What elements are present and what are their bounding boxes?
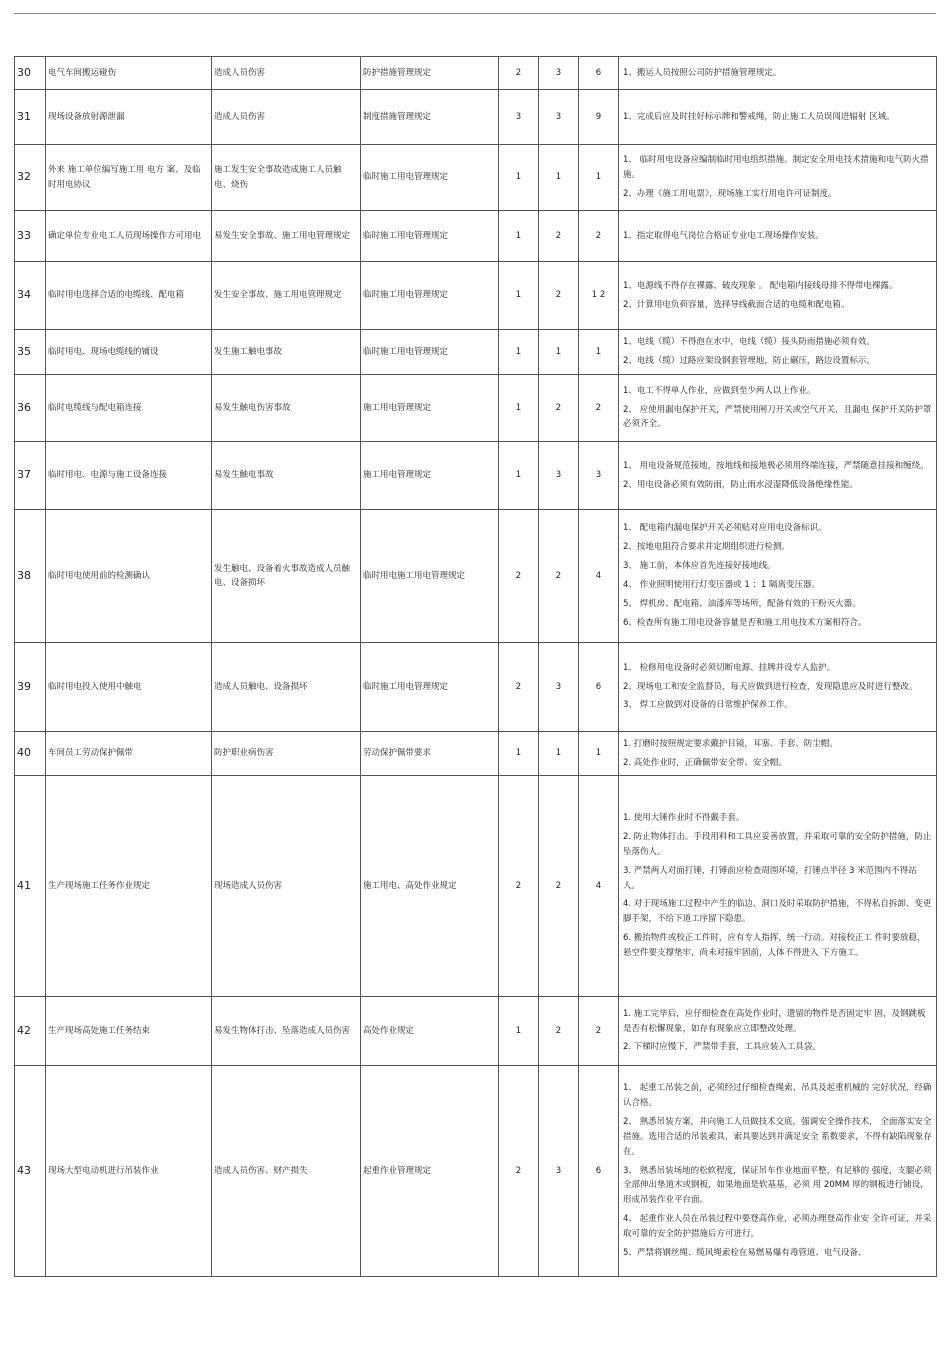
- measure-line: 4. 对于现场施工过程中产生的临边、洞口及时采取防护措施，不得私自拆卸、变更脚手架，不给下道工序留下隐患。: [623, 899, 932, 925]
- risk-score: 2: [579, 375, 619, 442]
- hazard-item: 电气车间搬运碰伤: [46, 57, 212, 90]
- measure-line: 2、电线（缆）过路应架设钢套管埋地，防止碾压，路边设置标示。: [623, 356, 875, 366]
- row-number: 31: [15, 90, 46, 145]
- measure-line: 6、检查所有施工用电设备容量是否和施工用电技术方案相符合。: [623, 617, 867, 628]
- control-measures: [619, 145, 937, 211]
- risk-score: 1: [579, 732, 619, 776]
- regulation: 临时用电施工用电管理规定: [361, 510, 499, 643]
- row-number: 40: [15, 732, 46, 776]
- table-row: [15, 643, 937, 732]
- risk-score: 4: [579, 510, 619, 643]
- hazard-item: 现场大型电动机进行吊装作业: [46, 1066, 212, 1277]
- table-row: [15, 57, 937, 90]
- exposure-score: 2: [539, 375, 579, 442]
- measure-line: 6. 搬抬物件或校正工件时，应有专人指挥，统一行动。对接校正工 件时要放稳，悬空件要支撑垫牢，尚未对接牢固前，人体不得进入 下方施工。: [623, 933, 926, 959]
- control-measures: [619, 643, 937, 732]
- consequence: 易发生触电事故: [212, 442, 361, 510]
- consequence: 现场造成人员伤害: [212, 776, 361, 997]
- consequence: 易发生安全事故、施工用电管理规定: [212, 211, 361, 262]
- consequence: 施工发生安全事故造成施工人员触电、烧伤: [212, 145, 361, 211]
- regulation: 施工用电、高处作业规定: [361, 776, 499, 997]
- exposure-score: 1: [539, 732, 579, 776]
- row-number: 39: [15, 643, 46, 732]
- row-number: 30: [15, 57, 46, 90]
- measure-line: 1、电线（缆）不得泡在水中，电线（缆）接头防雨措施必须有效。: [623, 337, 875, 348]
- table-row: [15, 211, 937, 262]
- risk-score: 2: [579, 211, 619, 262]
- row-number: 42: [15, 997, 46, 1066]
- control-measures: [619, 442, 937, 510]
- risk-score: 6: [579, 1066, 619, 1277]
- exposure-score: 1: [539, 145, 579, 211]
- hazard-item: 生产现场高处施工任务结束: [46, 997, 212, 1066]
- row-number: 32: [15, 145, 46, 211]
- measure-line: 1、指定取得电气岗位合格证专业电工现场操作安装。: [623, 230, 824, 241]
- measure-line: 1、 临时用电设备应编制临时用电组织措施。制定安全用电技术措施和电气防火措施。: [623, 155, 929, 181]
- regulation: 临时施工用电管理规定: [361, 643, 499, 732]
- row-number: 33: [15, 211, 46, 262]
- measure-line: 3. 严禁两人对面打锤，打锤前应检查周围环境，打锤点半径 3 米范围内不得站人。: [623, 865, 917, 891]
- measure-line: 4、 作业照明使用行灯变压器或 1 ：1 隔离变压器。: [623, 580, 821, 590]
- regulation: 防护措施管理规定: [361, 57, 499, 90]
- measure-line: 4、 起重作业人员在吊装过程中要登高作业，必须办理登高作业安 全许可证，并采取可靠的安全防护措施后方可进行。: [623, 1214, 932, 1240]
- consequence: 造成人员触电、设备损坏: [212, 643, 361, 732]
- hazard-item: 外来 施工单位编写施工用 电方 案、及临时用电协议: [46, 145, 212, 211]
- risk-score: 2: [579, 997, 619, 1066]
- likelihood-score: 1: [499, 330, 539, 375]
- measure-line: 1、 用电设备规范接地，按地线和接地极必须用终端连接，严禁随意挂接和缠绕。: [623, 460, 929, 471]
- row-number: 37: [15, 442, 46, 510]
- measure-line: 1、 起重工吊装之前，必须经过仔细检查绳索、吊具及起重机械的 完好状况，经确认合格。: [623, 1083, 932, 1109]
- measure-line: 2、计算用电负荷容量，选择导线截面合适的电缆和配电箱。: [623, 299, 850, 310]
- measure-line: 3、 焊工应做到对设备的日常维护保养工作。: [623, 700, 793, 711]
- control-measures: [619, 732, 937, 776]
- likelihood-score: 1: [499, 262, 539, 330]
- control-measures: [619, 776, 937, 997]
- exposure-score: 3: [539, 57, 579, 90]
- risk-score: 1: [579, 145, 619, 211]
- likelihood-score: 2: [499, 510, 539, 643]
- measure-line: 2、按地电阻符合要求并定期组织进行检测。: [623, 542, 790, 553]
- risk-score: 6: [579, 57, 619, 90]
- measure-line: 1. 使用大锤作业时不得戴手套。: [623, 813, 745, 824]
- risk-score: 1 2: [579, 262, 619, 330]
- regulation: 临时施工用电管理规定: [361, 330, 499, 375]
- hazard-item: 生产现场施工任务作业规定: [46, 776, 212, 997]
- hazard-item: 车间员工劳动保护佩带: [46, 732, 212, 776]
- consequence: 造成人员伤害、财产损失: [212, 1066, 361, 1277]
- hazard-item: 临时用电选择合适的电缆线、配电箱: [46, 262, 212, 330]
- likelihood-score: 1: [499, 732, 539, 776]
- consequence: 防护职业病伤害: [212, 732, 361, 776]
- measure-line: 1、 检修用电设备时必须切断电源、挂牌并设专人监护。: [623, 662, 836, 673]
- row-number: 41: [15, 776, 46, 997]
- table-row: [15, 510, 937, 643]
- hazard-item: 临时用电投入使用中触电: [46, 643, 212, 732]
- regulation: 临时施工用电管理规定: [361, 262, 499, 330]
- hazard-item: 临时用电、现场电缆线的铺设: [46, 330, 212, 375]
- measure-line: 2. 高处作业时，正确佩带安全带、安全帽。: [623, 757, 787, 768]
- control-measures: [619, 262, 937, 330]
- risk-score: 9: [579, 90, 619, 145]
- likelihood-score: 1: [499, 145, 539, 211]
- table-row: [15, 776, 937, 997]
- regulation: 起重作业管理规定: [361, 1066, 499, 1277]
- risk-score: 3: [579, 442, 619, 510]
- likelihood-score: 1: [499, 442, 539, 510]
- control-measures: [619, 57, 937, 90]
- consequence: 造成人员伤害: [212, 90, 361, 145]
- row-number: 43: [15, 1066, 46, 1277]
- exposure-score: 1: [539, 330, 579, 375]
- measure-line: 3、 施工前，本体应首先连接好接地线。: [623, 561, 776, 572]
- table-row: [15, 90, 937, 145]
- exposure-score: 3: [539, 442, 579, 510]
- regulation: 施工用电管理规定: [361, 442, 499, 510]
- measure-line: 1. 施工完毕后，应仔细检查在高处作业时，遗留的物件是否固定牢 固，及钢跳板是否有松懈现象，如存有现象应立即整改处理。: [623, 1008, 926, 1034]
- control-measures: [619, 330, 937, 375]
- regulation: 劳动保护佩带要求: [361, 732, 499, 776]
- table-row: [15, 1066, 937, 1277]
- measure-line: 2、 应使用漏电保护开关，严禁使用闸刀开关或空气开关，且漏电 保护开关防护罩必须齐全。: [623, 404, 932, 430]
- exposure-score: 2: [539, 262, 579, 330]
- likelihood-score: 2: [499, 776, 539, 997]
- likelihood-score: 2: [499, 1066, 539, 1277]
- regulation: 临时施工用电管理规定: [361, 145, 499, 211]
- likelihood-score: 1: [499, 375, 539, 442]
- measure-line: 3、 熟悉吊装场地的松软程度，保证吊车作业地面平整，有足够的 强度，支腿必须全部伸出垫道木或钢板，如果地面是软基基，必须 用 20MM 厚的钢板进行铺设，形成吊装作业平台面。: [623, 1165, 932, 1206]
- likelihood-score: 2: [499, 643, 539, 732]
- measure-line: 5、 焊机房、配电箱、油漆库等场所，配备有效的干粉灭火器。: [623, 598, 861, 609]
- exposure-score: 2: [539, 211, 579, 262]
- regulation: 高处作业规定: [361, 997, 499, 1066]
- exposure-score: 2: [539, 510, 579, 643]
- control-measures: [619, 90, 937, 145]
- likelihood-score: 1: [499, 997, 539, 1066]
- consequence: 造成人员伤害: [212, 57, 361, 90]
- measure-line: 1、完成后应及时挂好标示牌和警戒绳，防止施工人员误闯进辐射 区域。: [623, 111, 895, 122]
- risk-score: 4: [579, 776, 619, 997]
- measure-line: 1、电工不得单人作业，应做到至少两人以上作业。: [623, 385, 816, 396]
- control-measures: [619, 997, 937, 1066]
- exposure-score: 2: [539, 776, 579, 997]
- table-row: [15, 262, 937, 330]
- measure-line: 1、搬运人员按照公司防护措施管理规定。: [623, 67, 782, 78]
- consequence: 发生安全事故、施工用电管理规定: [212, 262, 361, 330]
- measure-line: 2. 防止物体打击。手段用料和工具应妥善放置，并采取可靠的安全防护措施，防止坠落伤人。: [623, 831, 932, 857]
- table-row: [15, 997, 937, 1066]
- consequence: 发生触电、设备着火事故造成人员触电、设备损坏: [212, 510, 361, 643]
- control-measures: [619, 211, 937, 262]
- likelihood-score: 1: [499, 211, 539, 262]
- table-row: [15, 732, 937, 776]
- table-row: [15, 330, 937, 375]
- top-rule: [14, 13, 936, 14]
- risk-score: 1: [579, 330, 619, 375]
- exposure-score: 3: [539, 90, 579, 145]
- exposure-score: 2: [539, 997, 579, 1066]
- measure-line: 2、 熟悉吊装方案，并向施工人员做技术交底，强调安全操作技术， 全面落实安全措施。选用合适的吊装索具，索具要达到并满足安全 系数要求，不得有缺陷现象存在。: [623, 1116, 932, 1157]
- risk-assessment-table: [14, 56, 937, 1277]
- hazard-item: 确定单位专业电工人员现场操作方可用电: [46, 211, 212, 262]
- table-body: [15, 57, 937, 1277]
- control-measures: [619, 375, 937, 442]
- likelihood-score: 2: [499, 57, 539, 90]
- risk-score: 6: [579, 643, 619, 732]
- exposure-score: 3: [539, 1066, 579, 1277]
- exposure-score: 3: [539, 643, 579, 732]
- hazard-item: 临时电缆线与配电箱连接: [46, 375, 212, 442]
- hazard-item: 临时用电使用前的检测确认: [46, 510, 212, 643]
- measure-line: 1. 打磨时按照规定要求戴护目镜，耳塞、手套、防尘帽。: [623, 738, 838, 749]
- hazard-item: 现场设备放射源泄漏: [46, 90, 212, 145]
- consequence: 发生施工触电事故: [212, 330, 361, 375]
- regulation: 制度措施管理规定: [361, 90, 499, 145]
- table-row: [15, 442, 937, 510]
- table-row: [15, 145, 937, 211]
- regulation: 临时施工用电管理规定: [361, 211, 499, 262]
- likelihood-score: 3: [499, 90, 539, 145]
- row-number: 36: [15, 375, 46, 442]
- row-number: 38: [15, 510, 46, 643]
- hazard-item: 临时用电、电源与施工设备连接: [46, 442, 212, 510]
- measure-line: 2、用电设备必须有效防雨，防止雨水浸湿降低设备绝缘性能。: [623, 479, 858, 490]
- consequence: 易发生物体打击、坠落造成人员伤害: [212, 997, 361, 1066]
- control-measures: [619, 1066, 937, 1277]
- row-number: 35: [15, 330, 46, 375]
- consequence: 易发生触电伤害事故: [212, 375, 361, 442]
- measure-line: 1、电源线不得存在裸露、破皮现象 。 配电箱内接线母排不得带电裸露。: [623, 280, 898, 291]
- measure-line: 5、严禁将钢丝绳、缆风绳索栓在易燃易爆有毒管道、电气设备、: [623, 1247, 867, 1258]
- measure-line: 1、 配电箱内漏电保护开关必须贴对应用电设备标识。: [623, 523, 827, 534]
- regulation: 施工用电管理规定: [361, 375, 499, 442]
- row-number: 34: [15, 262, 46, 330]
- measure-line: 2、办理《施工用电票》，现场施工实行用电许可证制度。: [623, 188, 837, 199]
- measure-line: 2、现场电工和安全监督员，每天应做到进行检查，发现隐患应及时进行整改。: [623, 681, 918, 692]
- control-measures: [619, 510, 937, 643]
- measure-line: 2. 下梯时应慢下，严禁带手套，工具应装入工具袋。: [623, 1042, 821, 1053]
- table-row: [15, 375, 937, 442]
